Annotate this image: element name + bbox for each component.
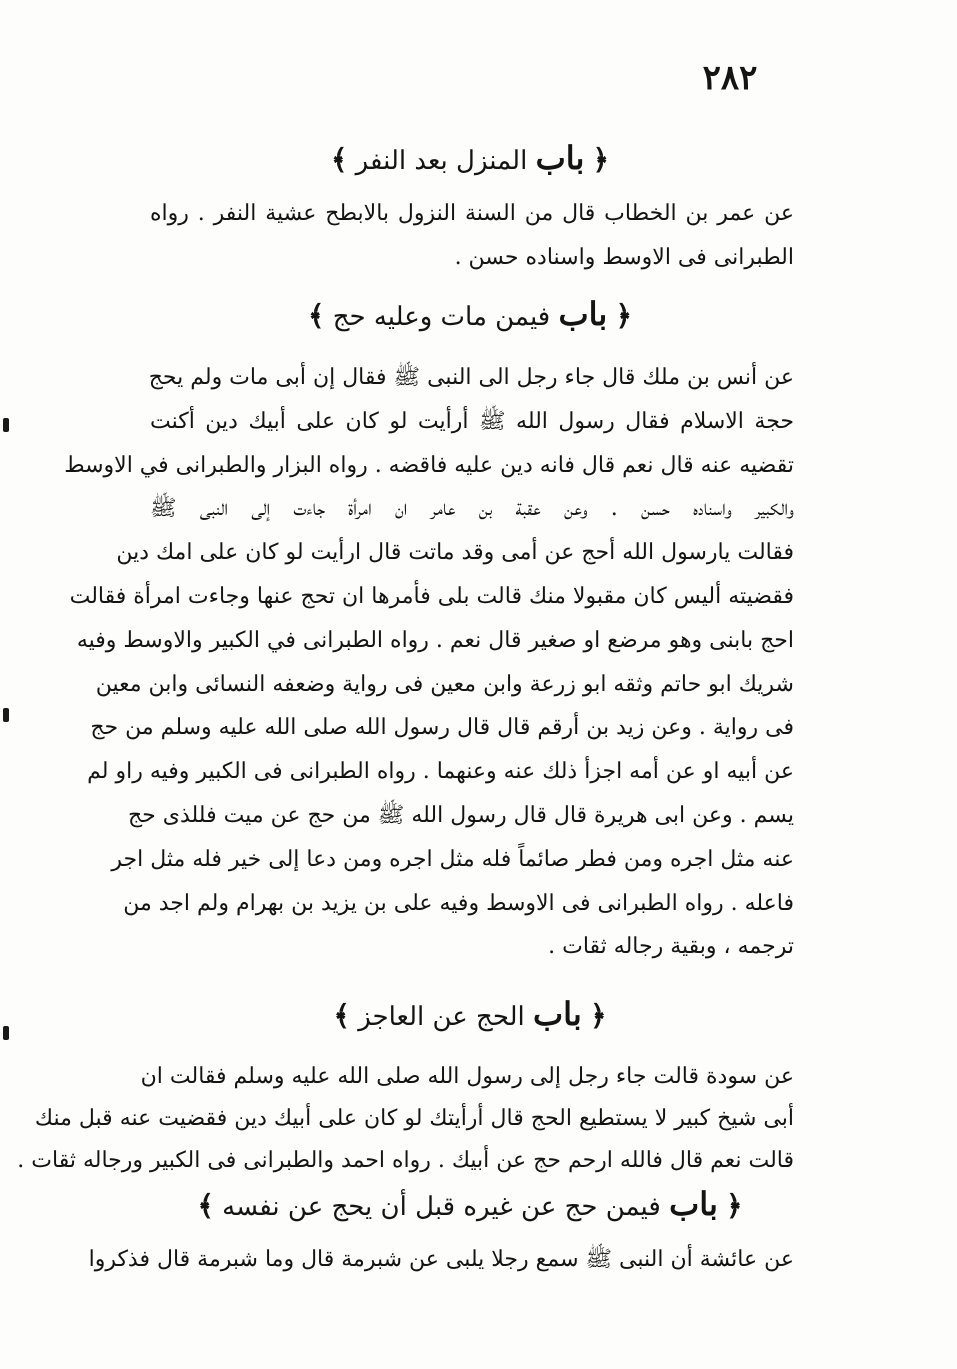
text-line: عن عائشة أن النبى ﷺ سمع رجلا يلبى عن شبرمة قال وما شبرمة قال فذكروا (88, 1247, 794, 1272)
brace-close: ﴾ (333, 999, 350, 1032)
bab-label: باب (669, 1185, 718, 1223)
text-line: عن أنس بن ملك قال جاء رجل الى النبى ﷺ فقال إن أبى مات ولم يحج (148, 365, 794, 390)
text-line: شريك ابو حاتم وثقه ابو زرعة وابن معين فى رواية وضعفه النسائى وابن معين (95, 671, 794, 697)
text-line: ترجمه ، وبقية رجاله ثقات . (548, 934, 794, 960)
brace-close: ﴾ (197, 1189, 214, 1222)
bab-label: باب (533, 995, 582, 1033)
brace-close: ﴾ (308, 299, 325, 332)
brace-close: ﴾ (330, 143, 348, 176)
text-line: حجة الاسلام فقال رسول الله ﷺ أرأيت لو كان على أبيك دين أكنت (150, 408, 794, 434)
text-line: تقضيه عنه قال نعم قال فانه دين عليه فاقضه . رواه البزار والطبرانى في الاوسط (64, 452, 794, 478)
brace-open: ﴿ (615, 299, 632, 332)
chapter-heading-4 (150, 1184, 790, 1227)
section-1-text (150, 192, 794, 280)
text-line: فقضيته أليس كان مقبولا منك قالت بلى فأمرها ان تحج عنها وجاءت امرأة فقالت (69, 583, 794, 609)
text-line: فى رواية . وعن زيد بن أرقم قال قال رسول الله صلى الله عليه وسلم من حج (90, 715, 794, 741)
chapter-title: فيمن مات وعليه حج (332, 302, 551, 332)
chapter-heading-1 (150, 138, 790, 181)
scan-margin-mark (3, 1026, 9, 1040)
chapter-heading-3 (150, 994, 790, 1037)
text-line: الطبرانى فى الاوسط واسناده حسن . (454, 245, 794, 270)
text-line: فاعله . رواه الطبرانى فى الاوسط وفيه على بن يزيد بن بهرام ولم اجد من (123, 890, 794, 916)
bab-label: باب (535, 139, 585, 177)
brace-open: ﴿ (590, 999, 607, 1032)
text-line: والكبير واسناده حسن . وعن عقبة بن عامر ان امرأة جاءت إلى النبى ﷺ (150, 496, 794, 522)
bab-label: باب (558, 295, 608, 333)
text-line: عنه مثل اجره ومن فطر صائماً فله مثل اجره ومن دعا إلى خير فله مثل اجر (111, 846, 794, 872)
chapter-title: المنزل بعد النفر (355, 146, 528, 176)
brace-open: ﴿ (592, 143, 610, 176)
section-3-text (17, 1056, 794, 1182)
text-line: احج بابنى وهو مرضع او صغير قال نعم . رواه الطبرانى في الكبير والاوسط وفيه (76, 627, 794, 653)
chapter-title: فيمن حج عن غيره قبل أن يحج عن نفسه (222, 1192, 661, 1222)
brace-open: ﴿ (726, 1189, 743, 1222)
text-line: عن عمر بن الخطاب قال من السنة النزول بالابطح عشية النفر . رواه (150, 201, 794, 226)
chapter-heading-2 (150, 294, 790, 337)
text-line: أبى شيخ كبير لا يستطيع الحج قال أرأيتك لو كان على أبيك دين فقضيت عنه قبل منك (34, 1106, 794, 1131)
page-number: ٢٨٢ (702, 58, 758, 98)
section-4-text (88, 1238, 794, 1282)
scan-margin-mark (3, 708, 9, 722)
text-line: عن أبيه او عن أمه اجزأ ذلك عنه وعنهما . رواه الطبرانى فى الكبير وفيه راو لم (87, 759, 794, 785)
chapter-title: الحج عن العاجز (358, 1002, 525, 1032)
text-line: عن سودة قالت جاء رجل إلى رسول الله صلى الله عليه وسلم فقالت ان (140, 1064, 794, 1089)
text-line: يسم . وعن ابى هريرة قال قال رسول الله ﷺ من حج عن ميت فللذى حج (127, 802, 794, 828)
scan-margin-mark (3, 418, 9, 432)
text-line: قالت نعم قال فالله ارحم حج عن أبيك . رواه احمد والطبرانى فى الكبير ورجاله ثقات . (17, 1148, 794, 1173)
section-2-text (64, 356, 794, 969)
text-line: فقالت يارسول الله أحج عن أمى وقد ماتت قال ارأيت لو كان على امك دين (116, 540, 794, 566)
